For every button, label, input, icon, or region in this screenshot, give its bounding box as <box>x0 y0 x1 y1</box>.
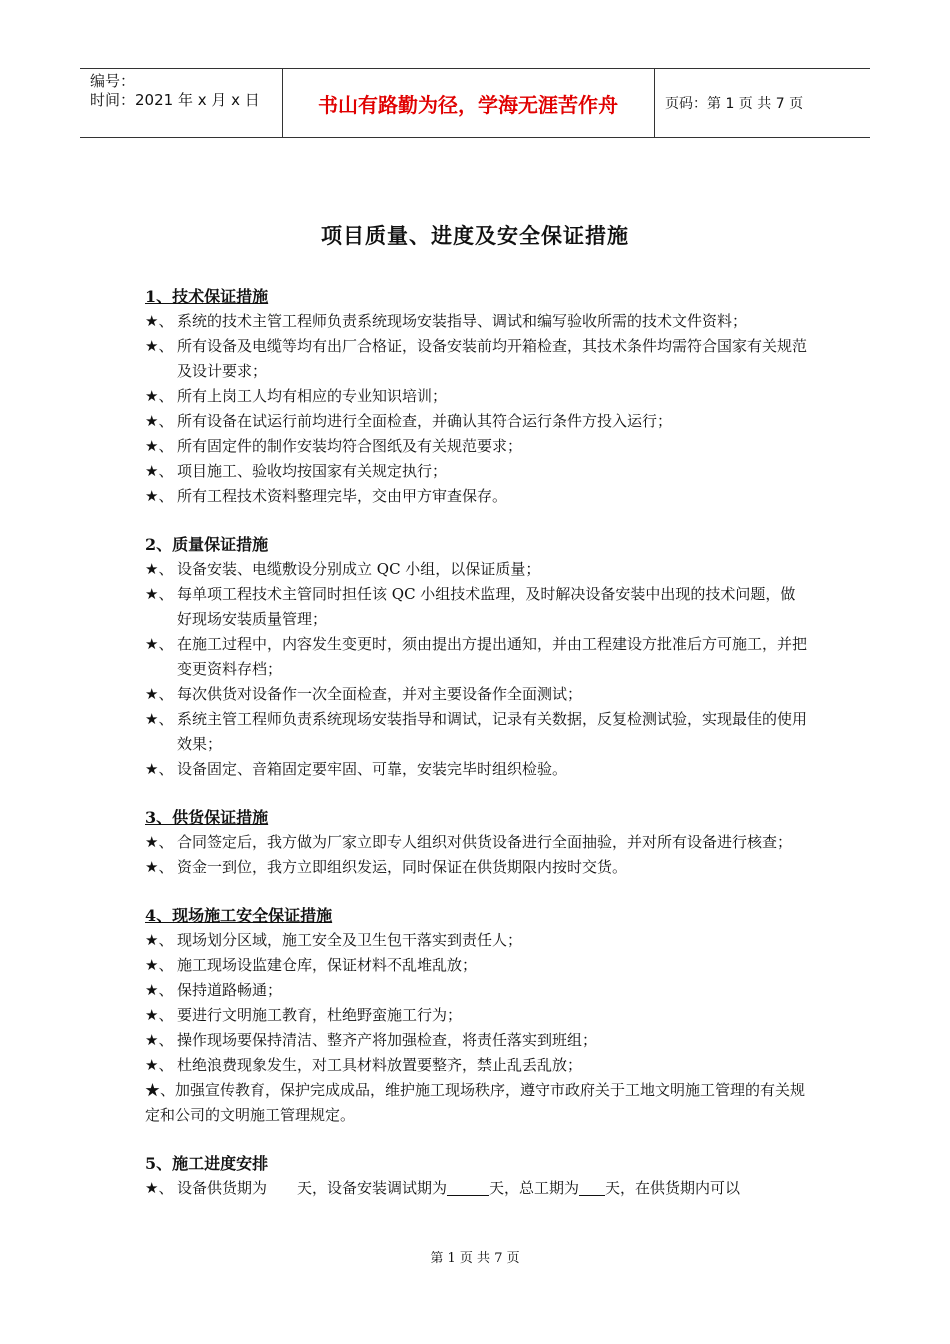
list-item: ★、 要进行文明施工教育，杜绝野蛮施工行为； <box>145 1003 810 1028</box>
star-bullet: ★、 <box>145 833 174 851</box>
section-heading-safety: 4、现场施工安全保证措施 <box>145 906 333 925</box>
list-item: ★、 设备固定、音箱固定要牢固、可靠，安装完毕时组织检验。 <box>145 757 810 782</box>
star-bullet: ★、 <box>145 1031 174 1049</box>
time-label: 时间：2021 年 x 月 x 日 <box>90 91 260 109</box>
star-bullet: ★、 <box>145 710 174 728</box>
section-heading-schedule: 5、施工进度安排 <box>145 1154 269 1173</box>
list-item: ★、 所有工程技术资料整理完毕，交由甲方审查保存。 <box>145 484 810 509</box>
star-bullet: ★、 <box>145 760 174 778</box>
list-item: ★、 系统主管工程师负责系统现场安装指导和调试，记录有关数据，反复检测试验，实现最佳的使用效果； <box>145 707 810 757</box>
star-bullet: ★、 <box>145 858 174 876</box>
star-bullet: ★、 <box>145 1179 174 1197</box>
header-divider <box>654 69 655 137</box>
document-header <box>80 68 870 138</box>
star-bullet: ★、 <box>145 635 174 653</box>
star-bullet: ★、 <box>145 462 174 480</box>
star-bullet: ★、 <box>145 312 174 330</box>
star-bullet: ★、 <box>145 412 174 430</box>
header-motto: 书山有路勤为径，学海无涯苦作舟 <box>318 92 618 117</box>
list-item: ★、 所有固定件的制作安装均符合图纸及有关规范要求； <box>145 434 810 459</box>
blank-field <box>447 1179 489 1196</box>
list-item: ★、 项目施工、验收均按国家有关规定执行； <box>145 459 810 484</box>
list-item: ★、 资金一到位，我方立即组织发运，同时保证在供货期限内按时交货。 <box>145 855 810 880</box>
header-meta <box>80 69 282 137</box>
list-item: ★、 合同签定后，我方做为厂家立即专人组织对供货设备进行全面抽验，并对所有设备进行核查； <box>145 830 810 855</box>
list-item: ★、加强宣传教育，保护完成成品，维护施工现场秩序，遵守市政府关于工地文明施工管理的有关规定和公司的文明施工管理规定。 <box>145 1081 806 1124</box>
list-item: ★、 施工现场设监建仓库，保证材料不乱堆乱放； <box>145 953 810 978</box>
star-bullet: ★、 <box>145 981 174 999</box>
section-heading-technical: 1、技术保证措施 <box>145 287 269 306</box>
list-item: ★、 所有设备及电缆等均有出厂合格证，设备安装前均开箱检查，其技术条件均需符合国家有关规范及设计要求； <box>145 334 810 384</box>
list-item: ★、 设备安装、电缆敷设分别成立 QC 小组，以保证质量； <box>145 557 810 582</box>
list-item: ★、 所有设备在试运行前均进行全面检查，并确认其符合运行条件方投入运行； <box>145 409 810 434</box>
star-bullet: ★、 <box>145 585 174 603</box>
star-bullet: ★、 <box>145 1006 174 1024</box>
page-footer: 第 1 页 共 7 页 <box>430 1251 520 1266</box>
star-bullet: ★、 <box>145 337 174 355</box>
schedule-line: ★、 设备供货期为 天，设备安装调试期为 天，总工期为 天，在供货期内可以 <box>145 1176 810 1201</box>
list-item: ★、 每单项工程技术主管同时担任该 QC 小组技术监理，及时解决设备安装中出现的技术问题，做好现场安装质量管理； <box>145 582 810 632</box>
blank-field <box>267 1180 297 1196</box>
document-title: 项目质量、进度及安全保证措施 <box>321 223 629 248</box>
section-heading-supply: 3、供货保证措施 <box>145 808 269 827</box>
star-bullet: ★、 <box>145 685 174 703</box>
list-item: ★、 现场划分区域，施工安全及卫生包干落实到责任人； <box>145 928 810 953</box>
list-item: ★、 杜绝浪费现象发生，对工具材料放置要整齐，禁止乱丢乱放； <box>145 1053 810 1078</box>
section-heading-quality: 2、质量保证措施 <box>145 535 269 554</box>
list-item: ★、 所有上岗工人均有相应的专业知识培训； <box>145 384 810 409</box>
star-bullet: ★、 <box>145 1056 174 1074</box>
star-bullet: ★、 <box>145 956 174 974</box>
list-item: ★、 保持道路畅通； <box>145 978 810 1003</box>
star-bullet: ★、 <box>145 931 174 949</box>
number-label: 编号： <box>90 72 136 90</box>
star-bullet: ★、 <box>145 1081 176 1099</box>
list-item: ★、 操作现场要保持清洁、整齐产将加强检查，将责任落实到班组； <box>145 1028 810 1053</box>
star-bullet: ★、 <box>145 387 174 405</box>
list-item: ★、 在施工过程中，内容发生变更时，须由提出方提出通知，并由工程建设方批准后方可施工，并把 变更资料存档； <box>145 632 810 682</box>
star-bullet: ★、 <box>145 437 174 455</box>
document-body <box>145 285 823 1201</box>
header-page-info: 页码：第 1 页 共 7 页 <box>665 96 804 112</box>
star-bullet: ★、 <box>145 487 174 505</box>
list-item: ★、 系统的技术主管工程师负责系统现场安装指导、调试和编写验收所需的技术文件资料； <box>145 309 810 334</box>
blank-field <box>579 1179 605 1196</box>
list-item: ★、 每次供货对设备作一次全面检查，并对主要设备作全面测试； <box>145 682 810 707</box>
star-bullet: ★、 <box>145 560 174 578</box>
